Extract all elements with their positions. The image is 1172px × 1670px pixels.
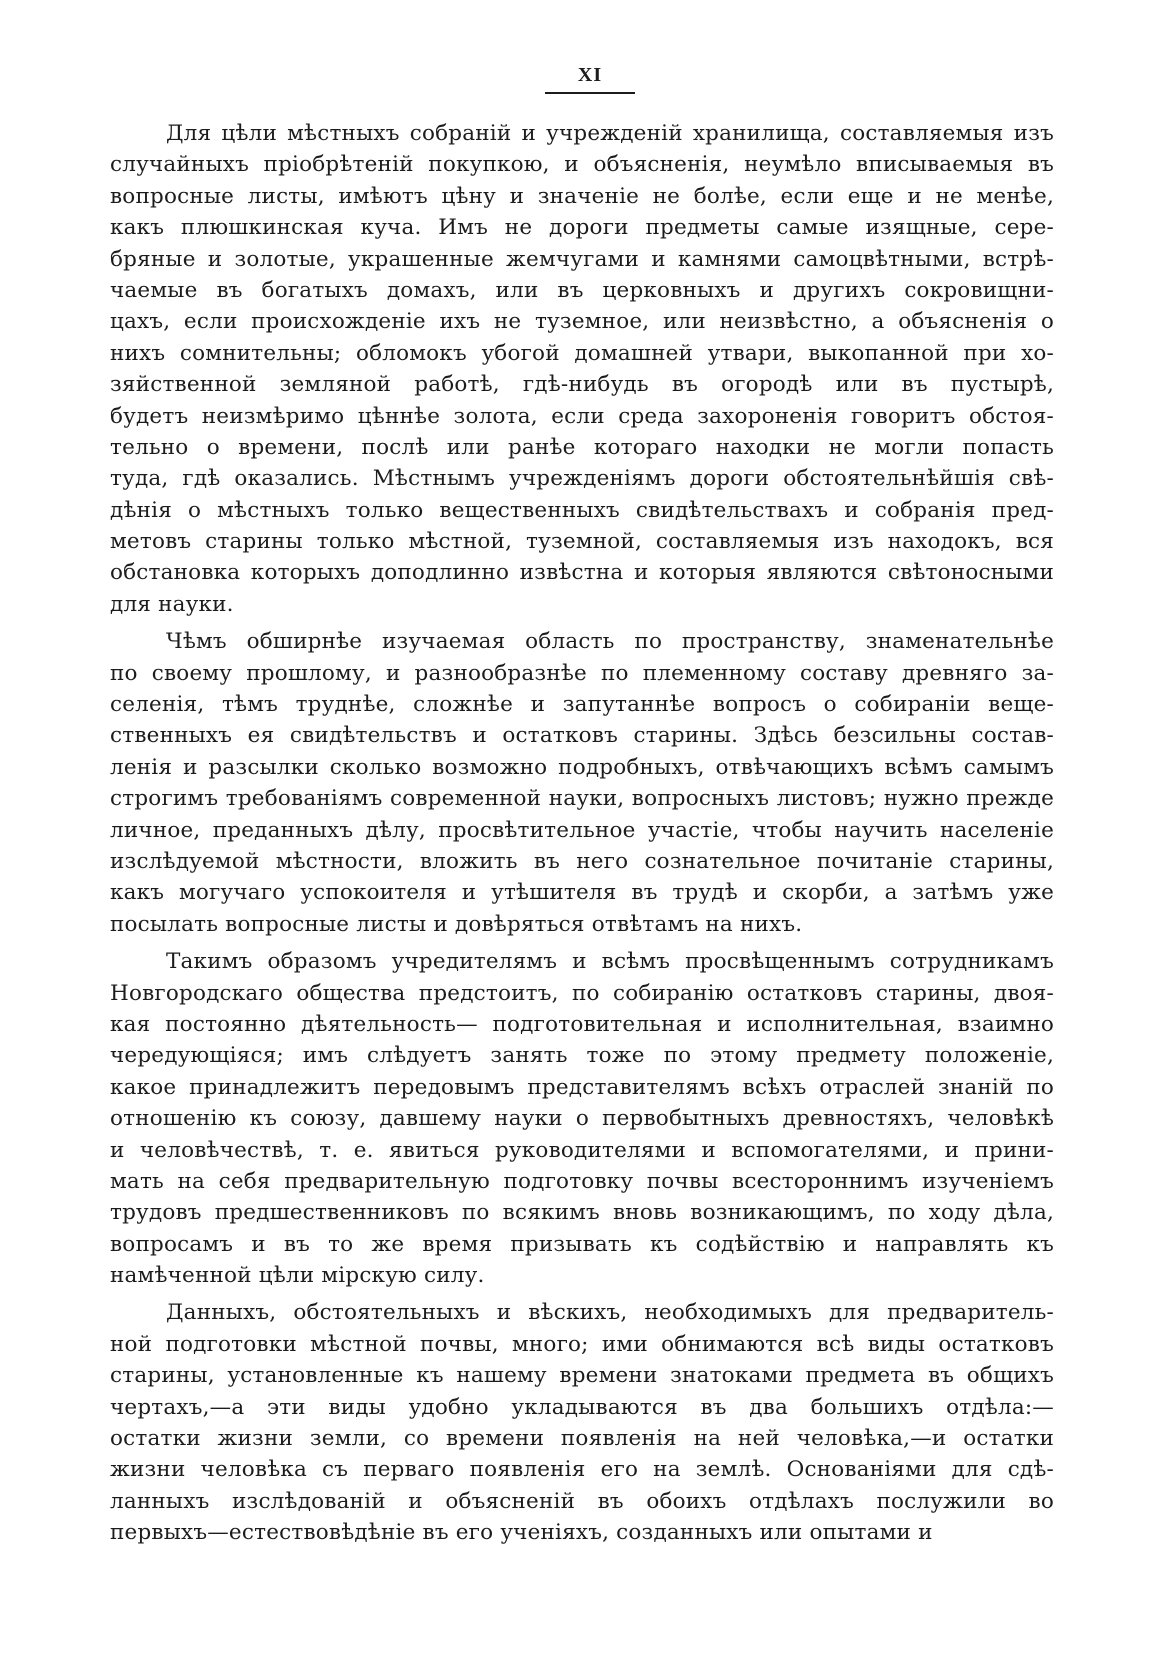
header-rule bbox=[545, 92, 635, 94]
text-line: ланныхъ изслѣдованій и объясненій въ обоихъ отдѣлахъ послужили во bbox=[110, 1488, 1054, 1514]
text-line: трудовъ предшественниковъ по всякимъ вновь возникающимъ, по ходу дѣла, bbox=[110, 1200, 1054, 1226]
text-line: туда, гдѣ оказались. Мѣстнымъ учрежденіямъ дороги обстоятельнѣйшія свѣ- bbox=[110, 466, 1054, 492]
paragraph bbox=[110, 118, 1054, 620]
text-line: вопросные листы, имѣютъ цѣну и значеніе не болѣе, если еще и не менѣе, bbox=[110, 183, 1054, 209]
text-line: Новгородскаго общества предстоитъ, по собиранію остатковъ старины, двоя- bbox=[110, 980, 1054, 1006]
text-line: первыхъ—естествовѣдѣніе въ его ученіяхъ, созданныхъ или опытами и bbox=[110, 1520, 933, 1546]
text-line: какое принадлежитъ передовымъ представителямъ всѣхъ отраслей знаній по bbox=[110, 1074, 1054, 1100]
text-line: изслѣдуемой мѣстности, вложить въ него сознательное почитаніе старины, bbox=[110, 848, 1054, 874]
text-line: тельно о времени, послѣ или ранѣе котораго находки не могли попасть bbox=[110, 434, 1054, 460]
text-line: цахъ, если происхожденіе ихъ не туземное, или неизвѣстно, а объясненія о bbox=[110, 309, 1054, 335]
text-line: Данныхъ, обстоятельныхъ и вѣскихъ, необходимыхъ для предваритель- bbox=[166, 1300, 1054, 1326]
text-line: ственныхъ ея свидѣтельствъ и остатковъ старины. Здѣсь безсильны состав- bbox=[110, 723, 1054, 749]
text-line: остатки жизни земли, со времени появленія на ней человѣка,—и остатки bbox=[110, 1426, 1054, 1452]
text-line: личное, преданныхъ дѣлу, просвѣтительное участіе, чтобы научить населеніе bbox=[110, 817, 1054, 843]
text-line: нихъ сомнительны; обломокъ убогой домашней утвари, выкопанной при хо- bbox=[110, 340, 1054, 366]
text-line: Чѣмъ обширнѣе изучаемая область по пространству, знаменательнѣе bbox=[166, 629, 1054, 655]
paragraph bbox=[110, 1297, 1054, 1548]
text-line: обстановка которыхъ доподлинно извѣстна и которыя являются свѣтоносными bbox=[110, 560, 1054, 586]
paragraph bbox=[110, 946, 1054, 1291]
text-line: какъ могучаго успокоителя и утѣшителя въ трудѣ и скорби, а затѣмъ уже bbox=[110, 880, 1054, 906]
text-line: кая постоянно дѣятельность— подготовительная и исполнительная, взаимно bbox=[110, 1011, 1054, 1037]
text-line: Для цѣли мѣстныхъ собраній и учрежденій хранилища, составляемыя изъ bbox=[166, 121, 1054, 146]
text-line: посылать вопросные листы и довѣряться отвѣтамъ на нихъ. bbox=[110, 911, 803, 937]
text-line: и человѣчествѣ, т. е. явиться руководителями и вспомогателями, и прини- bbox=[110, 1137, 1054, 1163]
text-line: жизни человѣка съ перваго появленія его на землѣ. Основаніями для сдѣ- bbox=[110, 1457, 1054, 1483]
text-line: какъ плюшкинская куча. Имъ не дороги предметы самые изящные, сере- bbox=[110, 215, 1054, 241]
text-line: метовъ старины только мѣстной, туземной, составляемыя изъ находокъ, вся bbox=[110, 529, 1054, 555]
text-line: старины, установленные къ нашему времени знатоками предмета въ общихъ bbox=[110, 1363, 1054, 1389]
text-line: случайныхъ пріобрѣтеній покупкою, и объясненія, неумѣло вписываемыя въ bbox=[110, 152, 1054, 178]
text-line: вопросамъ и въ то же время призывать къ содѣйствію и направлять къ bbox=[110, 1231, 1054, 1257]
body-text bbox=[110, 118, 1054, 1549]
paragraph bbox=[110, 626, 1054, 940]
page-header bbox=[545, 64, 635, 94]
text-line: чертахъ,—а эти виды удобно укладываются въ два большихъ отдѣла:— bbox=[110, 1394, 1054, 1420]
text-line: ной подготовки мѣстной почвы, много; ими обнимаются всѣ виды остатковъ bbox=[110, 1331, 1054, 1357]
text-line: строгимъ требованіямъ современной науки, вопросныхъ листовъ; нужно прежде bbox=[110, 786, 1054, 812]
text-line: отношенію къ союзу, давшему науки о первобытныхъ древностяхъ, человѣкѣ bbox=[110, 1106, 1054, 1132]
text-line: зяйственной земляной работѣ, гдѣ-нибудь въ огородѣ или въ пустырѣ, bbox=[110, 372, 1054, 398]
page-number: XI bbox=[577, 64, 603, 86]
text-line: селенія, тѣмъ труднѣе, сложнѣе и запутаннѣе вопросъ о собираніи веще- bbox=[110, 692, 1054, 718]
text-line: ленія и разсылки сколько возможно подробныхъ, отвѣчающихъ всѣмъ самымъ bbox=[110, 754, 1054, 780]
text-line: мать на себя предварительную подготовку почвы всестороннимъ изученіемъ bbox=[110, 1168, 1054, 1194]
text-line: бряные и золотые, украшенные жемчугами и камнями самоцвѣтными, встрѣ- bbox=[110, 246, 1054, 272]
text-line: чередующіяся; имъ слѣдуетъ занять тоже по этому предмету положеніе, bbox=[110, 1043, 1054, 1069]
text-line: будетъ неизмѣримо цѣннѣе золота, если среда захороненія говоритъ обстоя- bbox=[110, 403, 1054, 429]
text-line: чаемые въ богатыхъ домахъ, или въ церковныхъ и другихъ сокровищни- bbox=[110, 277, 1054, 303]
text-line: Такимъ образомъ учредителямъ и всѣмъ просвѣщеннымъ сотрудникамъ bbox=[166, 949, 1054, 975]
text-line: дѣнія о мѣстныхъ только вещественныхъ свидѣтельствахъ и собранія пред- bbox=[110, 497, 1054, 523]
text-line: намѣченной цѣли мірскую силу. bbox=[110, 1263, 485, 1289]
text-line: для науки. bbox=[110, 591, 234, 617]
text-line: по своему прошлому, и разнообразнѣе по племенному составу древняго за- bbox=[110, 660, 1054, 686]
